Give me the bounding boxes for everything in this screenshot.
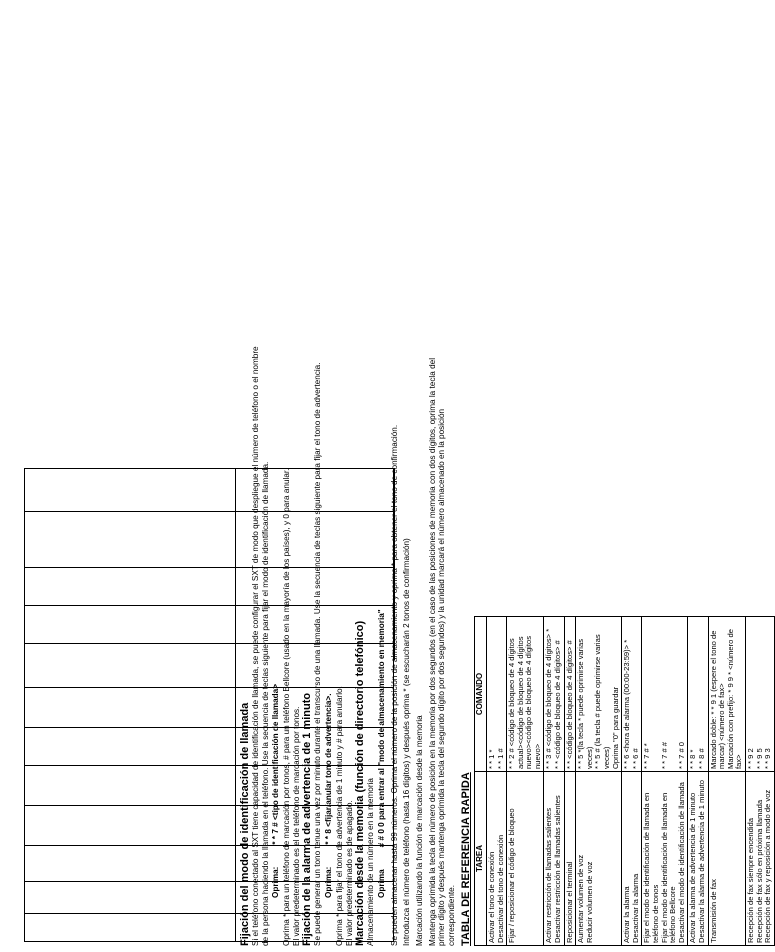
command-cell: * * 3 # <código de bloqueo de 4 dígitos> * * * <código de bloqueo de 4 dígitos> # (544, 617, 564, 772)
press-instruction: Oprima:* * 7 # <tipo de identificación de llamada> (271, 683, 281, 898)
command-cell: * * <código de bloqueo de 4 dígitos> # (564, 617, 576, 772)
section-note: El valor predeterminado es de apagado. (344, 800, 354, 946)
task-cell: Fijar el modo de identificación de llamada en teléfono de tonos Fijar el modo de identificación de llamada en teléfono Bellcore Desactivar el modo de identificación de llamada (642, 772, 688, 946)
section-note: Oprima * para fijar el tono de advertencia de 1 minuto y # para anularlo. (334, 686, 344, 946)
table-row (576, 617, 622, 946)
command-cell: * * 6 <hora de alarma (00:00-23:59)> * * * 6 # (622, 617, 642, 772)
table-row (622, 617, 642, 946)
task-cell: Aumentar volumen de voz Reducir volumen de voz (576, 772, 622, 946)
section-subtitle: Almacenamiento de un número en la memoria (366, 778, 376, 946)
section-title-caller-id: Fijación del modo de identificación de llamada (239, 702, 251, 946)
table-row (544, 617, 564, 946)
task-cell: Activar restricción de llamadas salientes Desactivar restricción de llamadas salientes (544, 772, 564, 946)
section-note: El valor predeterminado es el de teléfono de marcación por tonos. (291, 706, 301, 946)
command-cell: * * 5 *(la tecla * puede oprimirse varias veces) * * 5 # (la tecla # puede oprimirse varias veces) Oprima "0" para guardar (576, 617, 622, 772)
press-instruction: Oprima:* * 8 <fijar/anular tono de advertencia>. (323, 693, 333, 898)
command-cell: * * 2 # <código de bloqueo de 4 dígitos actual><código de bloqueo de 4 dígitos nuevo><código de bloqueo de 4 dígitos nuevo> (507, 617, 544, 772)
section-body: Si el teléfono conectado al SXT tiene capacidad de identificación de llamada, se puede configurar el SXT de modo que despliegue el número de teléfono o el nombre de la persona haciendo la llamada en el teléfono. Use la secuencia de teclas siguiente para fijar el modo de identificación de llamada. (251, 346, 270, 946)
rotated-page-content (235, 0, 773, 952)
quick-ref-table (474, 616, 774, 946)
table-row (507, 617, 544, 946)
quick-ref-title: TABLA DE REFERENCIA RAPIDA (460, 772, 473, 946)
press-instruction: Oprima# # 0 0 para entrar al "modo de almacenamiento en memoria" (376, 609, 386, 898)
task-cell: Activar la alarma Desactivar la alarma (622, 772, 642, 946)
command-cell: * * 1 * * * 1 # (486, 617, 506, 772)
task-cell: Reposicionar el terminal (564, 772, 576, 946)
col-header-command: COMANDO (475, 617, 487, 772)
command-cell: * * 8 * * * 8 # (688, 617, 708, 772)
table-row (564, 617, 576, 946)
section-para: Mantenga oprimida la tecla del número de posición en la memoria por dos segundos (en el caso de las posiciones de memoria con dos dígitos, oprima la tecla del primer dígito y después mantenga oprimida la tecla del segundo dígito por dos segundos) y la unidad marcará el número almacenado en la posición correspondiente. (427, 357, 456, 946)
section-title-memory-dial: Marcación desde la memoria (función de directorio telefónico) (354, 620, 367, 946)
col-header-task: TAREA (475, 772, 487, 946)
section-para: Introduzca el número de teléfono (hasta 16 dígitos) y después oprima * (se escucharán 2 tonos de confirmación) (402, 538, 412, 946)
table-row (745, 617, 774, 946)
section-title-warning-alarm: Fijación de la alarma de advertencia de 1 minuto (301, 692, 314, 946)
section-para: Marcación utilizando la función de marcación desde la memoria (414, 715, 424, 946)
section-note: Oprima * para un teléfono de marcación por tonos, # para un teléfono Bellcore (usado en la mayoría de los países), y 0 para anular. (282, 468, 292, 946)
table-row (486, 617, 506, 946)
command-cell: * * 7 # * * * 7 # # * * 7 # 0 (642, 617, 688, 772)
task-cell: Recepción de fax siempre encendida Recepción de fax sólo en próxima llamada Recepción de fax y reposición a modo de voz (745, 772, 774, 946)
task-cell: Activar el tono de conexión Desactivar del tono de conexión (486, 772, 506, 946)
task-cell: Activar la alarma de advertencia de 1 minuto Desactivar la alarma de advertencia de 1 minuto (688, 772, 708, 946)
table-row (708, 617, 745, 946)
task-cell: Fijar / reposicionar el código de bloqueo (507, 772, 544, 946)
table-row (688, 617, 708, 946)
task-cell: Transmisión de fax (708, 772, 745, 946)
section-para: Se pueden almacenar hasta 99 números. Oprima el número de la posición de almacenamiento y oprima * para obtener el tono de confirmación. (389, 424, 399, 946)
command-cell: Marcado doble: * * 9 1 (espere el tono de marcar) <número de fax> Marcación con prefijo: * 9 9 * <número de fax> (708, 617, 745, 772)
command-cell: * * 9 2 * * 9 5 * * 9 3 (745, 617, 774, 772)
table-row (642, 617, 688, 946)
section-body: Se puede generar un tono tenue una vez por minuto durante el transcurso de una llamada. Use la secuencia de teclas siguiente para fijar el tono de advertencia. (313, 362, 323, 946)
